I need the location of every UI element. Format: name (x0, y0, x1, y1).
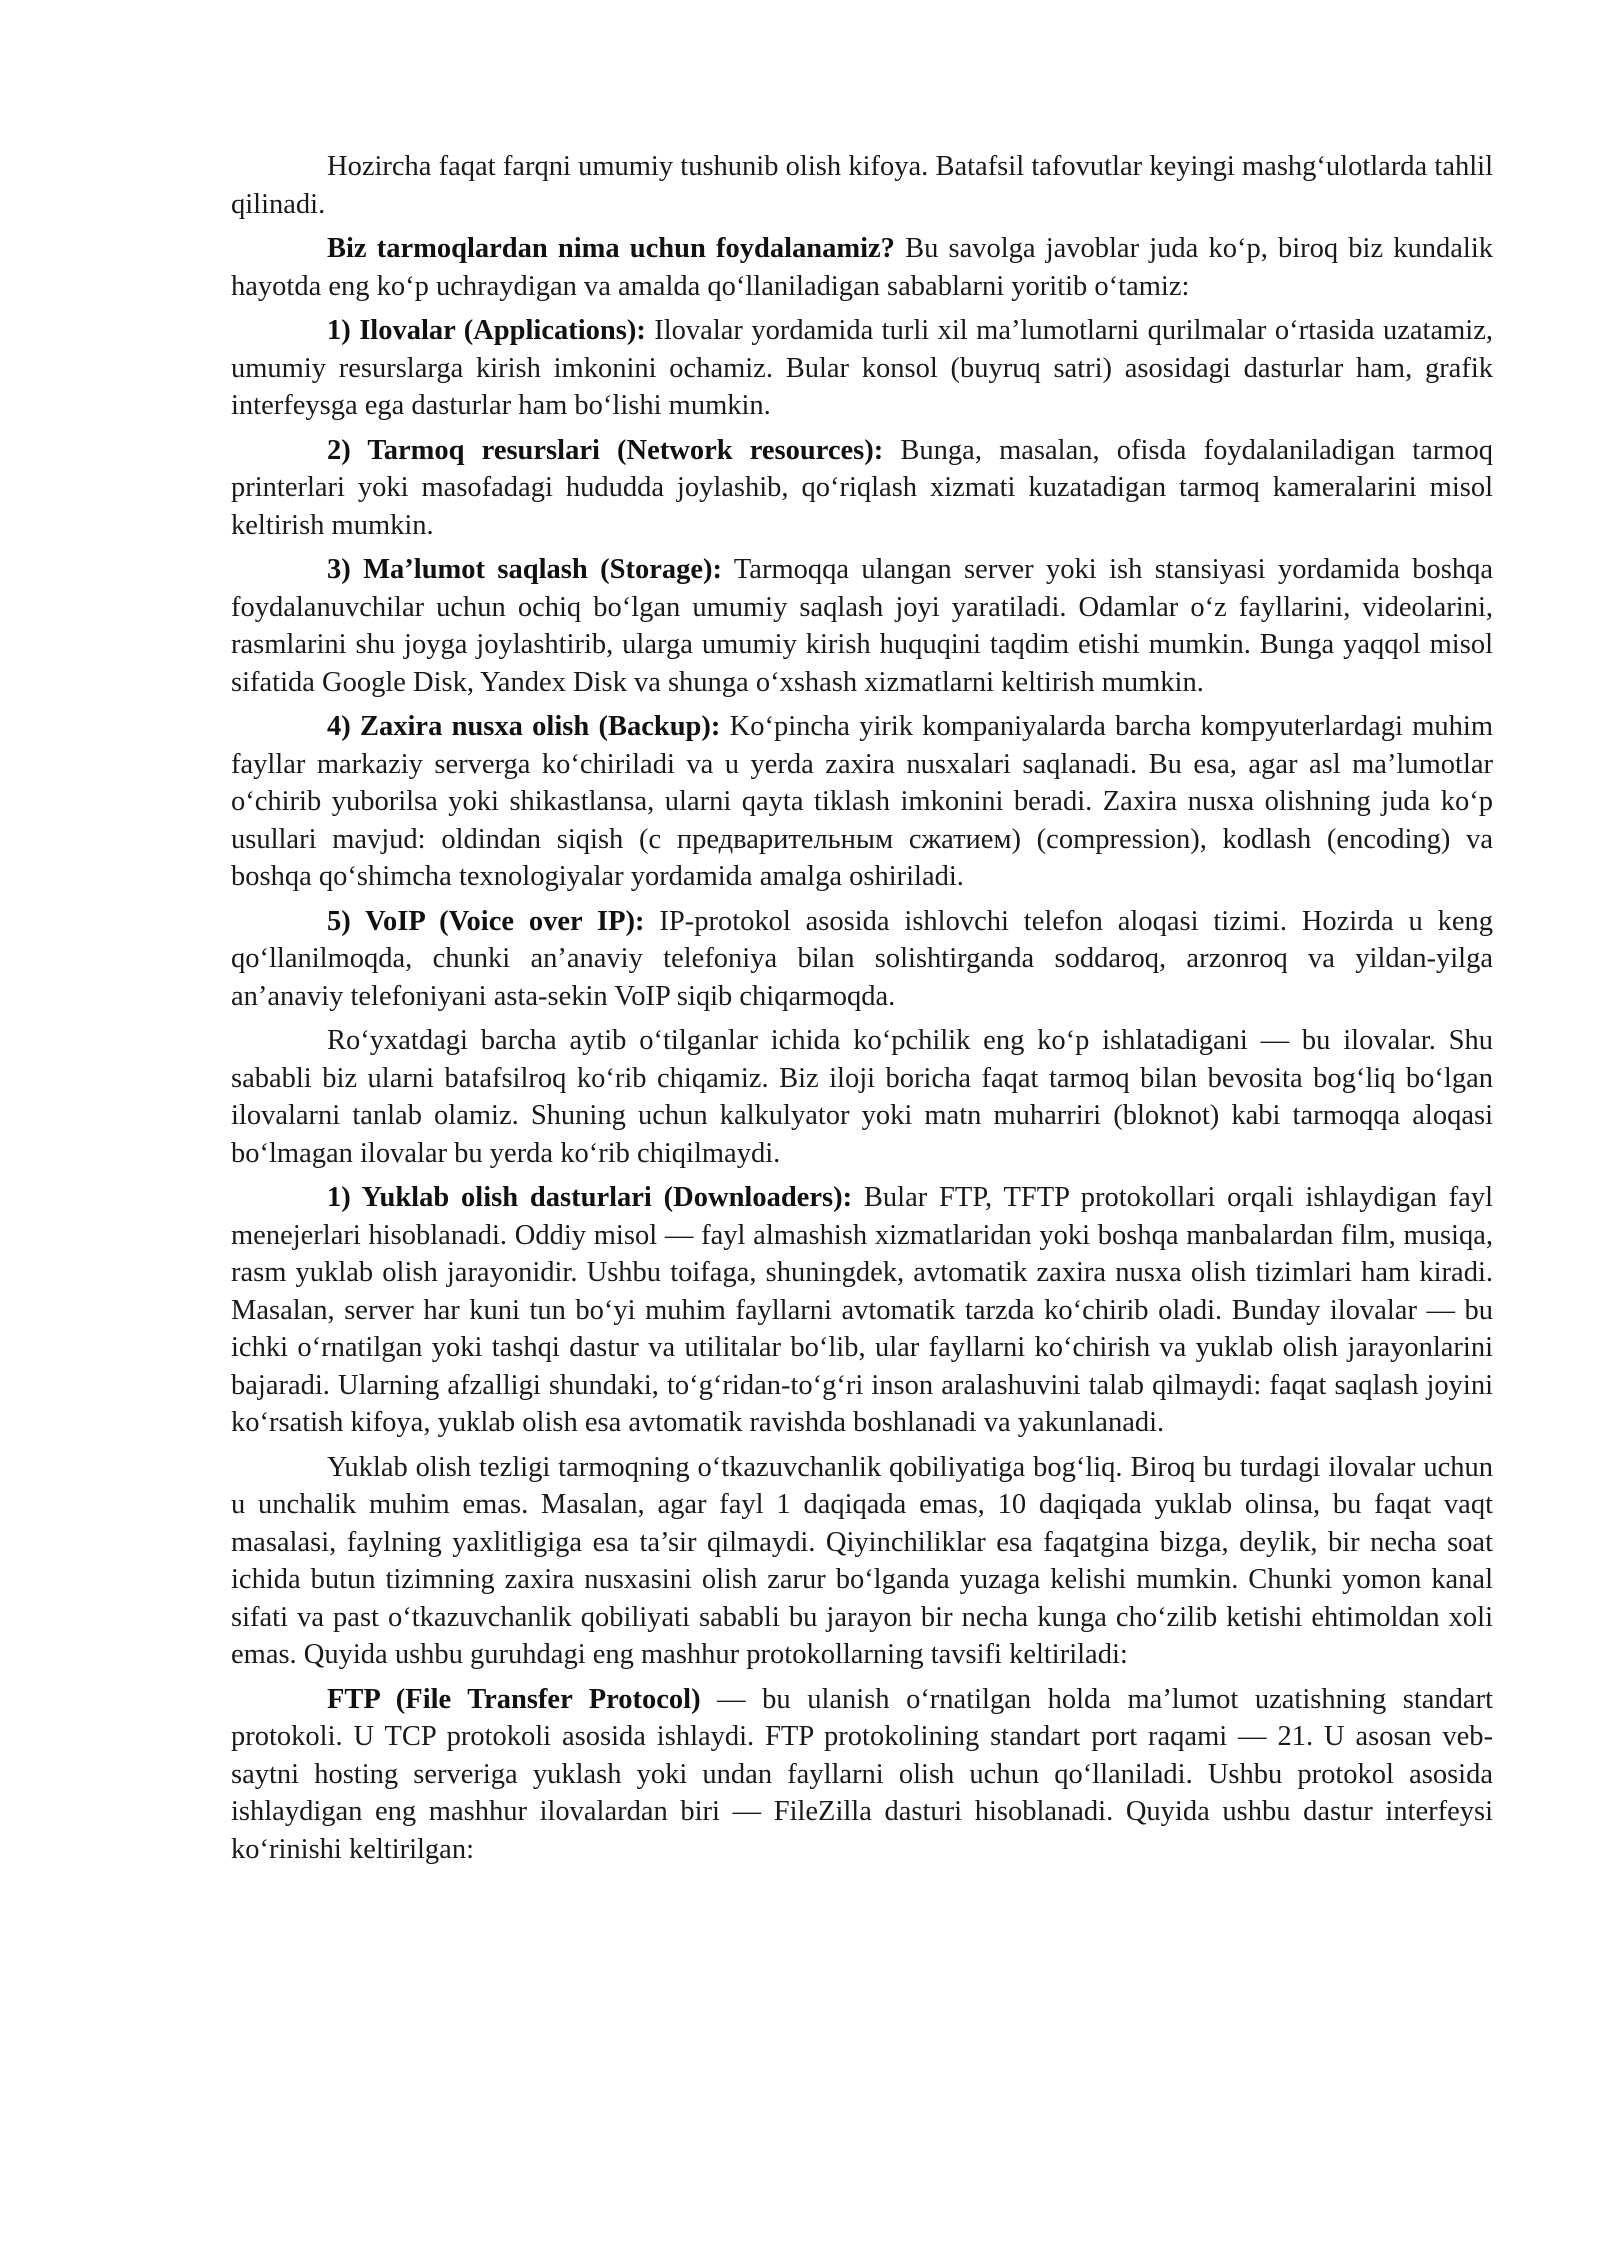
paragraph-intro (231, 148, 1493, 223)
paragraph-heading: 2) Tarmoq resurslari (Network resources): (327, 434, 884, 466)
paragraph-text: Ko‘pincha yirik kompaniyalarda barcha kompyuterlardagi muhim fayllar markaziy serverga ko‘chiriladi va u yerda zaxira nusxalari saqlanadi. Bu esa, agar asl ma’lumotlar o‘chirib yuborilsa yoki shikastlansa, ularni qayta tiklash imkonini beradi. Zaxira nusxa olishning juda ko‘p usullari mavjud: oldindan siqish (с предварительным сжатием) (compression), kodlash (encoding) va boshqa qo‘shimcha texnologiyalar yordamida amalga oshiriladi. (231, 711, 1493, 892)
paragraph-applications (231, 312, 1493, 425)
paragraph-download-speed (231, 1449, 1493, 1674)
paragraph-text: Hozircha faqat farqni umumiy tushunib olish kifoya. Batafsil tafovutlar keyingi mashg‘ulotlarda tahlil qilinadi. (231, 151, 1493, 220)
paragraph-text: Ilovalar yordamida turli xil ma’lumotlarni qurilmalar o‘rtasida uzatamiz, umumiy resurslarga kirish imkonini ochamiz. Bular konsol (buyruq satri) asosidagi dasturlar ham, grafik interfeysga ega dasturlar ham bo‘lishi mumkin. (231, 315, 1493, 421)
paragraph-list-summary (231, 1022, 1493, 1172)
paragraph-text: Tarmoqqa ulangan server yoki ish stansiyasi yordamida boshqa foydalanuvchilar uchun ochiq bo‘lgan umumiy saqlash joyi yaratiladi. Odamlar o‘z fayllarini, videolarini, rasmlarini shu joyga joylashtirib, ularga umumiy kirish huquqini taqdim etishi mumkin. Bunga yaqqol misol sifatida Google Disk, Yandex Disk va shunga o‘xshash xizmatlarni keltirish mumkin. (231, 554, 1494, 698)
paragraph-text: Ro‘yxatdagi barcha aytib o‘tilganlar ichida ko‘pchilik eng ko‘p ishlatadigani — bu ilovalar. Shu sababli biz ularni batafsilroq ko‘rib chiqamiz. Biz iloji boricha faqat tarmoq bilan bevosita bog‘liq bo‘lgan ilovalarni tanlab olamiz. Shuning uchun kalkulyator yoki matn muharriri (bloknot) kabi tarmoqqa aloqasi bo‘lmagan ilovalar bu yerda ko‘rib chiqilmaydi. (231, 1025, 1493, 1169)
paragraph-heading: FTP (File Transfer Protocol) (327, 1683, 701, 1715)
paragraph-heading: 3) Ma’lumot saqlash (Storage): (327, 554, 722, 585)
paragraph-text: Bunga, masalan, ofisda foydalaniladigan tarmoq printerlari yoki masofadagi hududda joylashib, qo‘riqlash xizmati kuzatadigan tarmoq kameralarini misol keltirish mumkin. (231, 434, 1493, 541)
paragraph-storage (231, 551, 1493, 701)
paragraph-downloaders (231, 1179, 1493, 1442)
paragraph-why-networks (231, 230, 1493, 305)
paragraph-text: Bular FTP, TFTP protokollari orqali ishlaydigan fayl menejerlari hisoblanadi. Oddiy misol — fayl almashish xizmatlaridan yoki boshqa manbalardan film, musiqa, rasm yuklab olish jarayonidir. Ushbu toifaga, shuningdek, avtomatik zaxira nusxa olish tizimlari ham kiradi. Masalan, server har kuni tun bo‘yi muhim fayllarni avtomatik tarzda ko‘chirib oladi. Bunday ilovalar — bu ichki o‘rnatilgan yoki tashqi dastur va utilitalar bo‘lib, ular fayllarni ko‘chirish va yuklab olish jarayonlarini bajaradi. Ularning afzalligi shundaki, to‘g‘ridan-to‘g‘ri inson aralashuvini talab qilmaydi: faqat saqlash joyini ko‘rsatish kifoya, yuklab olish esa avtomatik ravishda boshlanadi va yakunlanadi. (231, 1182, 1493, 1438)
paragraph-network-resources (231, 432, 1493, 545)
paragraph-heading: 5) VoIP (Voice over IP): (327, 905, 645, 937)
paragraph-voip (231, 903, 1493, 1016)
document-page (231, 148, 1493, 1875)
paragraph-text: Bu savolga javoblar juda ko‘p, biroq biz kundalik hayotda eng ko‘p uchraydigan va amalda qo‘llaniladigan sabablarni yoritib o‘tamiz: (231, 233, 1493, 302)
paragraph-heading: Biz tarmoqlardan nima uchun foydalanamiz? (327, 233, 895, 264)
paragraph-text: Yuklab olish tezligi tarmoqning o‘tkazuvchanlik qobiliyatiga bog‘liq. Biroq bu turdagi ilovalar uchun u unchalik muhim emas. Masalan, agar fayl 1 daqiqada emas, 10 daqiqada yuklab olinsa, bu faqat vaqt masalasi, faylning yaxlitligiga esa ta’sir qilmaydi. Qiyinchiliklar esa faqatgina bizga, deylik, bir necha soat ichida butun tizimning zaxira nusxasini olish zarur bo‘lganda yuzaga kelishi mumkin. Chunki yomon kanal sifati va past o‘tkazuvchanlik qobiliyati sababli bu jarayon bir necha kunga cho‘zilib ketishi ehtimoldan xoli emas. Quyida ushbu guruhdagi eng mashhur protokollarning tavsifi keltiriladi: (231, 1451, 1493, 1670)
paragraph-heading: 4) Zaxira nusxa olish (Backup): (327, 711, 721, 742)
paragraph-text: IP-protokol asosida ishlovchi telefon aloqasi tizimi. Hozirda u keng qo‘llanilmoqda, chunki an’anaviy telefoniya bilan solishtirganda soddaroq, arzonroq va yildan-yilga an’anaviy telefoniyani asta-sekin VoIP siqib chiqarmoqda. (231, 905, 1493, 1012)
paragraph-heading: 1) Yuklab olish dasturlari (Downloaders): (327, 1182, 853, 1213)
paragraph-backup (231, 708, 1493, 896)
paragraph-heading: 1) Ilovalar (Applications): (327, 315, 646, 346)
paragraph-ftp (231, 1681, 1493, 1869)
paragraph-text: — bu ulanish o‘rnatilgan holda ma’lumot uzatishning standart protokoli. U TCP protokoli asosida ishlaydi. FTP protokolining standart port raqami — 21. U asosan veb-saytni hosting serveriga yuklash yoki undan fayllarni olish uchun qo‘llaniladi. Ushbu protokol asosida ishlaydigan eng mashhur ilovalardan biri — FileZilla dasturi hisoblanadi. Quyida ushbu dastur interfeysi ko‘rinishi keltirilgan: (231, 1683, 1493, 1865)
